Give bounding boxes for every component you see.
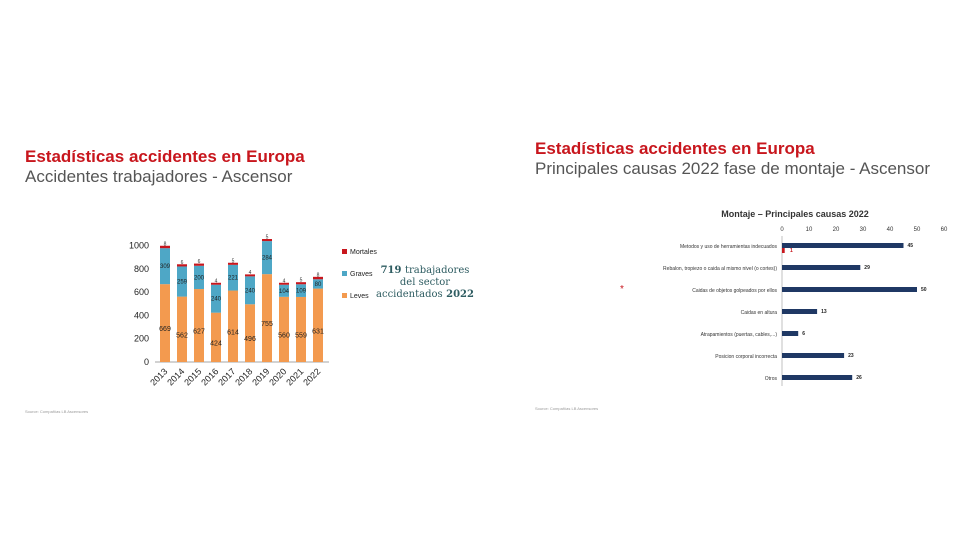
annotation-year: 2022 <box>446 289 474 300</box>
right-title: Estadísticas accidentes en Europa <box>535 139 815 158</box>
x-tick-label: 2021 <box>284 366 306 388</box>
bar-leves <box>245 304 255 362</box>
bar-value-label: 26 <box>856 375 862 381</box>
cause-bar <box>782 243 904 248</box>
left-title: Estadísticas accidentes en Europa <box>25 147 305 166</box>
mortales-value-label: 5 <box>299 277 303 284</box>
x-tick-label: 2014 <box>165 366 187 388</box>
mortales-value-label: 5 <box>265 234 269 241</box>
x-tick-label: 0 <box>780 227 784 233</box>
graves-value-label: 221 <box>227 275 239 282</box>
right-horizontal-bar-chart <box>610 200 970 400</box>
bar-leves <box>211 313 221 362</box>
category-label: Rebalon, tropiezo o caida al mismo nivel (o cortes)) <box>663 266 777 272</box>
mortales-value-label: 6 <box>180 259 184 266</box>
annotation-line1: trabajadores <box>404 265 470 276</box>
right-source: Source: Compañías LB Ascensores <box>535 406 599 411</box>
leves-value-label: 614 <box>227 329 239 337</box>
category-label: Metodos y uso de herramientas indecuados <box>679 244 777 250</box>
leves-value-label: 496 <box>244 336 256 344</box>
x-tick-label: 2015 <box>182 366 204 388</box>
x-tick-label: 40 <box>886 227 894 233</box>
cause-bar <box>782 287 917 292</box>
left-subtitle: Accidentes trabajadores - Ascensor <box>25 167 293 186</box>
leves-value-label: 560 <box>278 332 290 340</box>
bar-value-label: 13 <box>821 309 827 315</box>
bar-leves <box>313 289 323 362</box>
bar-value-label: 45 <box>907 243 914 249</box>
x-tick-label: 60 <box>940 227 948 233</box>
legend-label: Mortales <box>350 249 377 256</box>
category-label: Posicion corporal incorrecta <box>715 354 777 360</box>
leves-value-label: 424 <box>210 340 222 348</box>
bar-leves <box>194 289 204 362</box>
y-tick-label: 800 <box>133 263 149 274</box>
mortales-value-label: 4 <box>282 278 286 285</box>
category-label: Otros <box>764 376 777 382</box>
y-tick-label: 400 <box>133 310 149 321</box>
graves-value-label: 240 <box>210 296 222 303</box>
x-tick-label: 2016 <box>199 366 221 388</box>
bar-value-label: 50 <box>921 287 927 293</box>
x-tick-label: 2022 <box>301 366 323 388</box>
leves-value-label: 631 <box>312 328 324 336</box>
leves-value-label: 559 <box>295 332 307 340</box>
leves-value-label: 755 <box>261 321 273 329</box>
leves-value-label: 669 <box>159 326 171 334</box>
graves-value-label: 240 <box>244 288 256 295</box>
x-tick-label: 10 <box>805 227 813 233</box>
annotation-number: 719 <box>380 265 402 276</box>
category-label: Atrapamientos (puertas, cables,...) <box>700 332 777 338</box>
x-tick-label: 20 <box>832 227 840 233</box>
legend-swatch <box>342 293 347 298</box>
cause-bar <box>782 353 844 358</box>
highlight-asterisk: * <box>620 284 624 295</box>
graves-value-label: 200 <box>193 275 205 282</box>
cause-bar <box>782 265 860 270</box>
mortales-value-label: 5 <box>231 258 235 265</box>
graves-value-label: 284 <box>261 255 273 262</box>
legend-swatch <box>342 249 347 254</box>
bar-leves <box>279 297 289 362</box>
cause-bar <box>782 331 798 336</box>
left-stacked-bar-chart <box>110 210 410 410</box>
y-tick-label: 200 <box>133 333 149 344</box>
legend-swatch <box>342 271 347 276</box>
x-tick-label: 2018 <box>233 366 255 388</box>
graves-value-label: 309 <box>159 264 171 271</box>
bar-leves <box>160 284 170 362</box>
chart-title: Montaje – Principales causas 2022 <box>721 209 869 219</box>
leves-value-label: 627 <box>193 328 205 336</box>
mortales-value-label: 4 <box>214 278 218 285</box>
graves-value-label: 80 <box>314 281 322 288</box>
mortales-value-label: 8 <box>316 272 320 279</box>
mortales-value-label: 8 <box>163 241 167 248</box>
x-tick-label: 50 <box>913 227 921 233</box>
bar-leves <box>262 274 272 362</box>
graves-value-label: 109 <box>295 288 307 295</box>
x-tick-label: 30 <box>859 227 867 233</box>
y-tick-label: 1000 <box>128 240 149 251</box>
x-tick-label: 2020 <box>267 366 289 388</box>
accidents-annotation <box>375 265 475 301</box>
annotation-line2: del sector <box>399 277 451 288</box>
leves-value-label: 562 <box>176 332 188 340</box>
x-tick-label: 2013 <box>148 366 170 388</box>
legend-label: Leves <box>350 293 369 300</box>
y-tick-label: 600 <box>133 287 149 298</box>
y-tick-label: 0 <box>143 357 149 367</box>
mortales-value-label: 6 <box>197 259 201 266</box>
category-label: Caidas de objetos golpeados por ellos <box>692 288 777 294</box>
category-label: Caidas en altura <box>740 310 777 316</box>
cause-bar <box>782 309 817 314</box>
left-source: Source: Compañías LB Ascensores <box>25 409 89 414</box>
legend-label: Graves <box>350 271 373 278</box>
mortales-value-label: 4 <box>248 269 252 276</box>
x-tick-label: 2017 <box>216 366 238 388</box>
bar-leves <box>296 297 306 362</box>
cause-bar <box>782 375 852 380</box>
secondary-bar <box>782 248 785 253</box>
bar-value-label: 29 <box>864 265 870 271</box>
secondary-value-label: 1 <box>790 248 793 254</box>
x-tick-label: 2019 <box>250 366 272 388</box>
graves-value-label: 104 <box>278 288 290 295</box>
annotation-line3: accidentados <box>376 289 443 300</box>
bar-value-label: 6 <box>802 331 805 337</box>
bar-leves <box>177 297 187 362</box>
bar-value-label: 23 <box>848 353 854 359</box>
bar-leves <box>228 291 238 362</box>
right-subtitle: Principales causas 2022 fase de montaje - Ascensor <box>535 159 931 178</box>
graves-value-label: 259 <box>176 279 188 286</box>
